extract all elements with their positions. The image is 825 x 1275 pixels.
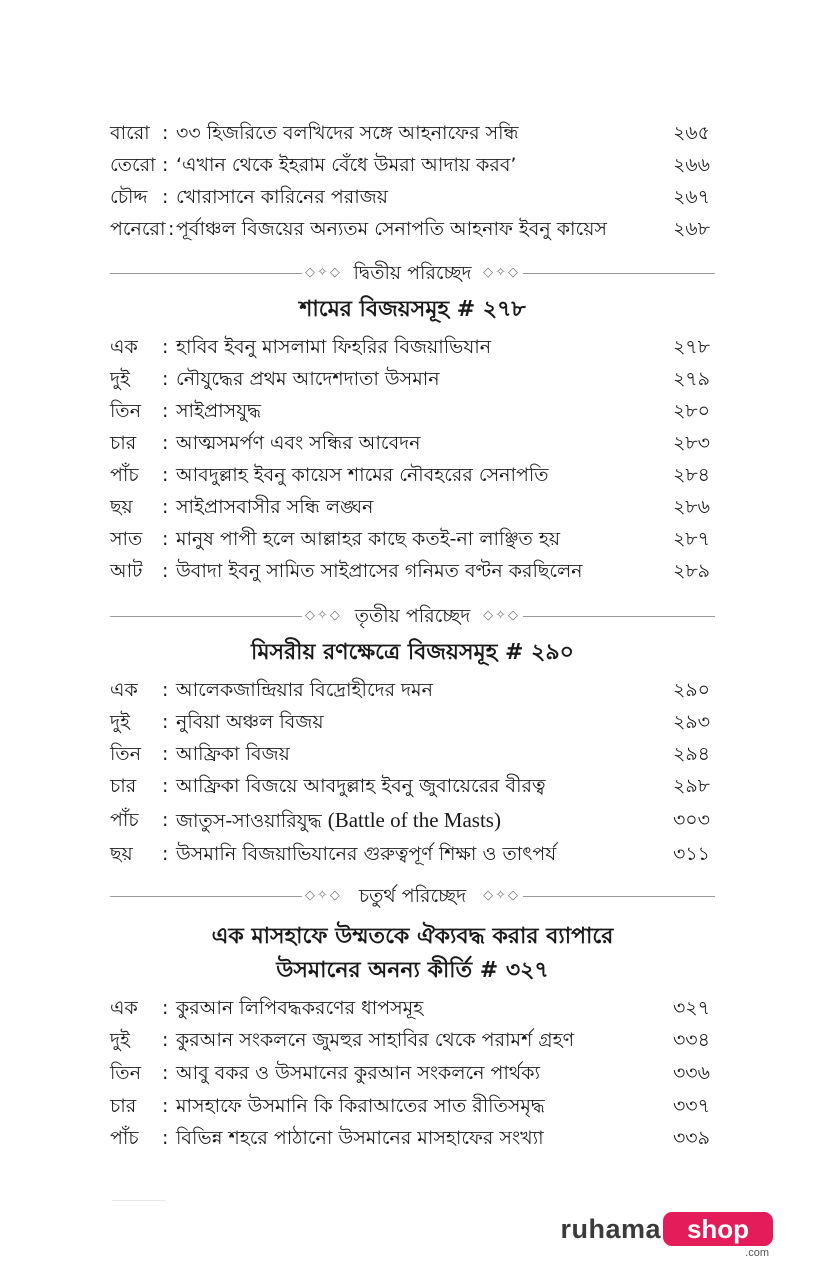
entry-separator: : bbox=[162, 336, 169, 358]
entry-number: বারো bbox=[110, 122, 150, 144]
entry-page: ২৭৯ bbox=[672, 368, 710, 390]
entry-page: ২৬৭ bbox=[672, 186, 710, 208]
toc-entry bbox=[110, 181, 710, 213]
chapter-divider bbox=[110, 881, 715, 911]
entry-number: চার bbox=[110, 1095, 137, 1117]
entry-number: এক bbox=[110, 679, 138, 701]
entry-separator: : bbox=[162, 154, 169, 176]
entry-page: ৩৩৪ bbox=[672, 1029, 710, 1051]
toc-entry bbox=[110, 706, 710, 738]
entry-number: চার bbox=[110, 432, 137, 454]
footer-rule bbox=[112, 1200, 166, 1201]
entry-separator: : bbox=[162, 1095, 169, 1117]
divider-line-right bbox=[523, 616, 715, 617]
entry-number: ছয় bbox=[110, 496, 133, 518]
entry-title: বিভিন্ন শহরে পাঠানো উসমানের মাসহাফের সংখ্যা bbox=[176, 1127, 544, 1149]
entry-page: ২৭৮ bbox=[672, 336, 710, 358]
entry-separator: : bbox=[162, 400, 169, 422]
toc-entry bbox=[110, 213, 710, 245]
toc-entry bbox=[110, 674, 710, 706]
entry-page: ৩৩৯ bbox=[672, 1127, 710, 1149]
entry-number: দুই bbox=[110, 1029, 130, 1051]
entry-title: আবদুল্লাহ ইবনু কায়েস শামের নৌবহরের সেনাপতি bbox=[176, 464, 549, 486]
toc-entry bbox=[110, 331, 710, 363]
entry-separator: : bbox=[162, 711, 169, 733]
entry-separator: : bbox=[162, 464, 169, 486]
toc-entry bbox=[110, 1024, 710, 1056]
ornament-icon: ◇✧◇ bbox=[305, 608, 342, 623]
entry-page: ৩৩৬ bbox=[672, 1062, 710, 1084]
entry-title: মাসহাফে উসমানি কি কিরাআতের সাত রীতিসমৃদ্ধ bbox=[176, 1095, 545, 1117]
entry-title: সাইপ্রাসবাসীর সন্ধি লঙ্ঘন bbox=[176, 496, 374, 518]
toc-entry bbox=[110, 117, 710, 149]
toc-entry bbox=[110, 363, 710, 395]
entry-title-english: (Battle of the Masts) bbox=[327, 808, 501, 832]
chapter-label: তৃতীয় পরিচ্ছেদ bbox=[354, 605, 471, 627]
entry-number: দুই bbox=[110, 368, 130, 390]
entry-page: ২৮৯ bbox=[672, 560, 710, 582]
entry-title: পূর্বাঞ্চল বিজয়ের অন্যতম সেনাপতি আহনাফ ইবনু কায়েস bbox=[176, 218, 607, 240]
entry-title: আফ্রিকা বিজয় bbox=[176, 743, 290, 765]
divider-line-right bbox=[523, 273, 715, 274]
entry-page: ২৯৮ bbox=[672, 775, 710, 797]
ruhamashop-logo bbox=[560, 1212, 773, 1262]
entry-number: পাঁচ bbox=[110, 464, 139, 486]
entry-page: ২৯৩ bbox=[672, 711, 710, 733]
entry-title: উবাদা ইবনু সামিত সাইপ্রাসের গনিমত বণ্টন করছিলেন bbox=[176, 560, 583, 582]
toc-entry bbox=[110, 149, 710, 181]
toc-entry bbox=[110, 1122, 710, 1154]
entry-separator: : bbox=[162, 679, 169, 701]
logo-text-domain: .com bbox=[745, 1247, 769, 1259]
toc-entry bbox=[110, 395, 710, 427]
entry-separator: : bbox=[162, 843, 169, 865]
entry-separator: : bbox=[162, 743, 169, 765]
entry-number: সাত bbox=[110, 528, 143, 550]
entry-page: ২৮৬ bbox=[672, 496, 710, 518]
chapter-heading: শামের বিজয়সমূহ # ২৭৮ bbox=[299, 297, 526, 322]
ornament-icon: ◇✧◇ bbox=[305, 265, 342, 280]
toc-entry bbox=[110, 523, 710, 555]
entry-separator: : bbox=[162, 368, 169, 390]
entry-title: উসমানি বিজয়াভিযানের গুরুত্বপূর্ণ শিক্ষা ও তাৎপর্য bbox=[176, 843, 557, 865]
divider-line-right bbox=[523, 896, 715, 897]
toc-entry bbox=[110, 555, 710, 587]
ornament-icon: ◇✧◇ bbox=[305, 888, 342, 903]
entry-number: তিন bbox=[110, 400, 142, 422]
entry-separator: : bbox=[162, 809, 169, 831]
ornament-icon: ◇✧◇ bbox=[483, 888, 520, 903]
entry-title: ৩৩ হিজরিতে বলখিদের সঙ্গে আহনাফের সন্ধি bbox=[176, 122, 519, 144]
entry-page: ৩১১ bbox=[672, 843, 710, 865]
entry-separator: : bbox=[168, 218, 175, 240]
entry-separator: : bbox=[162, 1062, 169, 1084]
toc-entry bbox=[110, 992, 710, 1024]
entry-separator: : bbox=[162, 186, 169, 208]
toc-entry bbox=[110, 838, 710, 870]
entry-separator: : bbox=[162, 122, 169, 144]
entry-number: চার bbox=[110, 775, 137, 797]
entry-title: আলেকজান্দ্রিয়ার বিদ্রোহীদের দমন bbox=[176, 679, 433, 701]
entry-number: পাঁচ bbox=[110, 1127, 139, 1149]
chapter-heading-line2: উসমানের অনন্য কীর্তি # ৩২৭ bbox=[276, 958, 549, 983]
entry-number: ছয় bbox=[110, 843, 133, 865]
chapter-divider bbox=[110, 258, 715, 288]
entry-title: আফ্রিকা বিজয়ে আবদুল্লাহ ইবনু জুবায়েরের বীরত্ব bbox=[176, 775, 546, 797]
entry-number: পাঁচ bbox=[110, 809, 139, 831]
chapter-divider bbox=[110, 601, 715, 631]
entry-title: ‘এখান থেকে ইহরাম বেঁধে উমরা আদায় করব’ bbox=[176, 154, 517, 176]
entry-page: ৩২৭ bbox=[672, 997, 710, 1019]
entry-title: সাইপ্রাসযুদ্ধ bbox=[176, 400, 262, 422]
toc-entry bbox=[110, 491, 710, 523]
entry-separator: : bbox=[162, 496, 169, 518]
entry-page: ২৬৫ bbox=[672, 122, 710, 144]
entry-separator: : bbox=[162, 775, 169, 797]
entry-title: আত্মসমর্পণ এবং সন্ধির আবেদন bbox=[176, 432, 421, 454]
entry-separator: : bbox=[162, 560, 169, 582]
toc-entry bbox=[110, 427, 710, 459]
chapter-label: দ্বিতীয় পরিচ্ছেদ bbox=[353, 262, 472, 284]
ornament-icon: ◇✧◇ bbox=[483, 265, 520, 280]
entry-page: ৩০৩ bbox=[672, 809, 710, 831]
entry-number: পনেরো bbox=[110, 218, 166, 240]
logo-text-ruhama: ruhama bbox=[560, 1214, 661, 1244]
entry-title: আবু বকর ও উসমানের কুরআন সংকলনে পার্থক্য bbox=[176, 1062, 541, 1084]
entry-page: ২৮৪ bbox=[672, 464, 710, 486]
entry-number: এক bbox=[110, 997, 138, 1019]
ornament-icon: ◇✧◇ bbox=[483, 608, 520, 623]
entry-page: ২৬৬ bbox=[672, 154, 710, 176]
entry-title: খোরাসানে কারিনের পরাজয় bbox=[176, 186, 388, 208]
entry-number: চৌদ্দ bbox=[110, 186, 148, 208]
entry-page: ২৮৭ bbox=[672, 528, 710, 550]
chapter-heading: মিসরীয় রণক্ষেত্রে বিজয়সমূহ # ২৯০ bbox=[251, 640, 574, 665]
entry-number: দুই bbox=[110, 711, 130, 733]
entry-title: হাবিব ইবনু মাসলামা ফিহরির বিজয়াভিযান bbox=[176, 336, 492, 358]
entry-separator: : bbox=[162, 1127, 169, 1149]
entry-page: ২৯০ bbox=[672, 679, 710, 701]
entry-number: তেরো bbox=[110, 154, 156, 176]
entry-page: ২৮০ bbox=[672, 400, 710, 422]
entry-page: ২৯৪ bbox=[672, 743, 710, 765]
entry-page: ৩৩৭ bbox=[672, 1095, 710, 1117]
logo-badge-shop: shop bbox=[663, 1212, 773, 1246]
entry-separator: : bbox=[162, 1029, 169, 1051]
chapter-heading-line1: এক মাসহাফে উম্মতকে ঐক্যবদ্ধ করার ব্যাপারে bbox=[211, 924, 614, 949]
entry-separator: : bbox=[162, 997, 169, 1019]
toc-entry bbox=[110, 1090, 710, 1122]
entry-page: ২৬৮ bbox=[672, 218, 710, 240]
entry-title: নৌযুদ্ধের প্রথম আদেশদাতা উসমান bbox=[176, 368, 440, 390]
entry-title: কুরআন লিপিবদ্ধকরণের ধাপসমূহ bbox=[176, 997, 424, 1019]
entry-number: আট bbox=[110, 560, 143, 582]
toc-entry bbox=[110, 770, 710, 802]
chapter-label: চতুর্থ পরিচ্ছেদ bbox=[358, 885, 467, 907]
toc-entry bbox=[110, 804, 710, 836]
entry-number: এক bbox=[110, 336, 138, 358]
entry-number: তিন bbox=[110, 1062, 142, 1084]
toc-entry bbox=[110, 738, 710, 770]
entry-page: ২৮৩ bbox=[672, 432, 710, 454]
toc-entry bbox=[110, 1057, 710, 1089]
entry-title: মানুষ পাপী হলে আল্লাহর কাছে কতই-না লাঞ্ছিত হয় bbox=[176, 528, 561, 550]
entry-number: তিন bbox=[110, 743, 142, 765]
entry-separator: : bbox=[162, 528, 169, 550]
entry-title: কুরআন সংকলনে জুমহুর সাহাবির থেকে পরামর্শ গ্রহণ bbox=[176, 1029, 575, 1051]
entry-title: নুবিয়া অঞ্চল বিজয় bbox=[176, 711, 324, 733]
entry-separator: : bbox=[162, 432, 169, 454]
entry-title-group bbox=[176, 804, 501, 837]
toc-entry bbox=[110, 459, 710, 491]
entry-title: জাতুস-সাওয়ারিযুদ্ধ bbox=[176, 810, 322, 832]
